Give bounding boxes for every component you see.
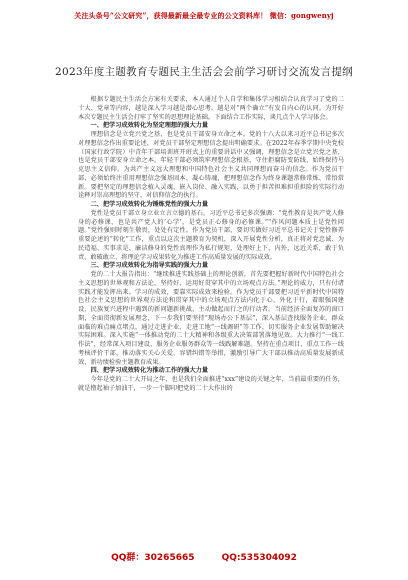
document-body (78, 96, 344, 394)
section-heading: 二、把学习成效转化为锤炼党性的强大力量 (90, 201, 209, 208)
promo-banner: 关注头条号“公文研究”，获得最新最全最专业的公文资料库！ 微信：gongwenyj (74, 11, 334, 20)
qq-number: QQ:535304092 (221, 553, 297, 563)
body-paragraph: 今年是党的二十大开局之年，也是我们全面推进“xxx”建设的关键之年，当前最重要的任务，就是撸起袖子加油干，一步一个脚印把党的二十大作出的 (78, 376, 344, 392)
section-heading: 三、把学习成效转化为指导实践的强大力量 (90, 262, 209, 270)
document-title: 2023年度主题教育专题民主生活会会前学习研讨交流发言提纲 (55, 66, 353, 78)
contact-footer (0, 550, 408, 563)
body-paragraph: 理想信念是立党兴党之基，也是党员干部安身立命之本。党的十八大以来习近平总书记多次对理想信念作出重要论述，对党员干部坚定理想信念提出明确要求。在2022年春季学期中央党校（国家行政学院）中青年干部培训班开班式上的重要讲话中又强调，理想信念是立党兴党之基，也是党员干部安身立命之本。年轻干部必须筑牢理想信念根基，守住拒腐防变防线，始终保持马克思主义信仰，为共产主义远大理想和中国特色社会主义共同理想而奋斗的信念。作为党员干部，必须始终注重用理想信念强基固本、凝心铸魂，把理想信念作为终身课题常修常炼、常悟常新。要把坚定的理想信念植入灵魂、嵌入岗位、融入实践，以勇于担苦担难担重担险的实际行动诠释对崇高理想的坚守、对信仰信念的执行。 (78, 131, 344, 200)
section-heading: 四、把学习成效转化为推动工作的强大力量 (90, 367, 209, 375)
qq-group-number: QQ群：30265665 (111, 553, 195, 563)
body-paragraph: 党性是党员干部立身立业立言立德的基石。习近平总书记多次强调：“党性教育是共产党人修身的必修课，也是共产党人的‘心学’，是党员正心修身的必修课。”“作风问题本质上是党性问题。”党性强则时刻生敬畏，处处有定性。作为党员干部，要切实做好习近平总书记关于党性修养重要论述的“转化”工作，重点以这次主题教育为契机，深入开展党性分析，真正将对党忠诚、为民造福、实事求是、廉洁修身的党性真理作为私行规矩，处理好上下、内外、远近关系，敢于负责、敢破敢立，将理论学习成果转化为推进工作高质量发展的实际成效。 (78, 209, 344, 261)
body-paragraph: 党的二十大报告指出：“继续推进实践基础上的理论创新，首先要把握好新时代中国特色社会主义思想的世界观和方法论，坚持好、运用好贯穿其中的立场观点方法。”理论的威力，只有付诸实践才能发挥出来。学习的成效，要靠实际成效来检验。作为党员干部要把习近平新时代中国特色社会主义思想的世界观方法论和贯穿其中的立场观点方法内化于心、外化于行，着眼强国建设、民族复兴进程中遇到的新问题新挑战，主动做起而行之的行动者。当前经济全面复苏的窗口期，全面贯彻新发展理念，下一步我们要坚持“现场办公下基层”，深入基层查找服务企业、群众面临的难点痛点堵点，通过走进企业、走进工地“一线调研”等工作，切实服务企业发展帮助解决实际困难。深入实施“一体推动党的二十大精神和各级重大决策部署落地见效。大力推行“一线工作法”，经常深入项目建设、服务企业服务群众等一线践解难题。坚持在重点项目、重点工作一线考核评价干部，推动落实关心关爱、容错纠错等举措，激励引导广大干部以推动高质量发展新成效、新功绩检验主题教育成果。 (78, 271, 344, 366)
section-heading: 一、把学习成效转化为坚定理想的强大力量 (90, 122, 209, 130)
body-paragraph: 根据专题民主生活会方案有关要求，本人通过个人自学和集体学习相结合认真学习了党的二十大、党章等内容，越是深入学习越是潜心思考。越是对“两个确立”有发自内心的认同。为开好本次专题民主生活会打牢了坚实的思想理论基础。下面结合工作实际，谈几点个人学习体会。 (78, 96, 344, 121)
